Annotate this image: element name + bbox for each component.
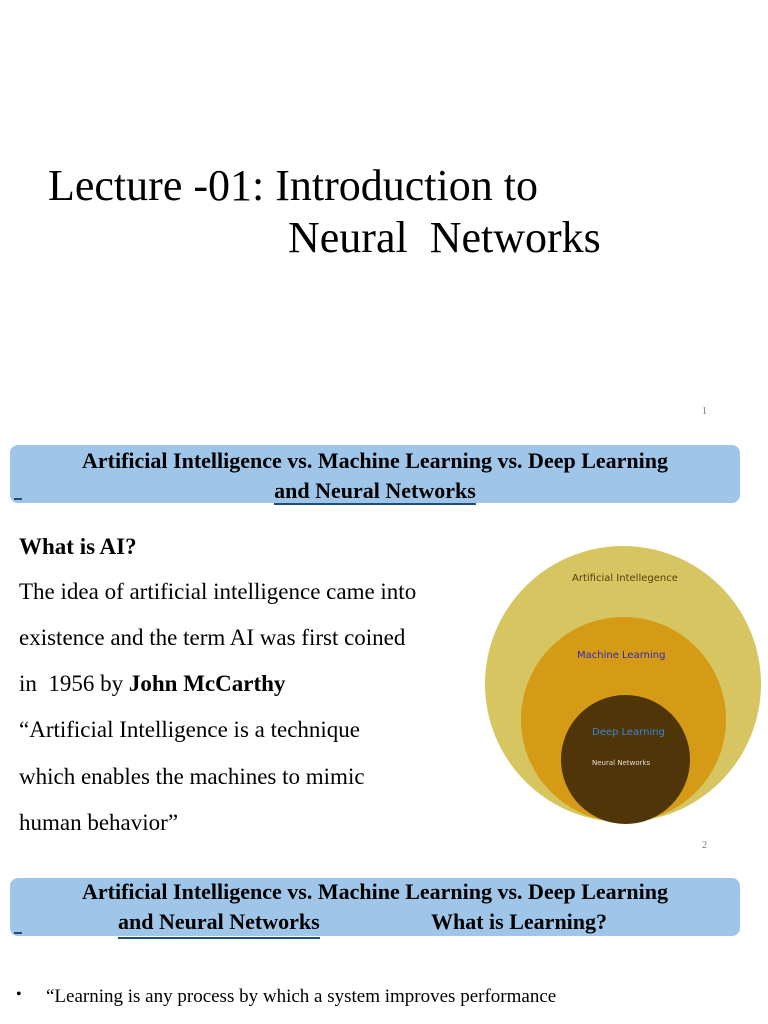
slide2-paragraph-line2: existence and the term AI was first coined <box>19 625 406 650</box>
slide3-banner-line2-b: What is Learning? <box>431 909 608 934</box>
slide2-paragraph-line3-text: in 1956 by <box>19 671 129 696</box>
slide2-paragraph-line1: The idea of artificial intelligence came into <box>19 579 417 604</box>
label-artificial-intelligence: Artificial Intellegence <box>572 573 678 584</box>
slide2-paragraph-line3 <box>19 671 285 697</box>
slide2-quote-line1: “Artificial Intelligence is a technique <box>19 717 361 742</box>
slide2-banner-title <box>10 446 740 506</box>
label-deep-learning: Deep Learning <box>592 727 665 738</box>
slide3-banner-title <box>10 877 740 937</box>
slide2-heading: What is AI? <box>19 534 137 559</box>
slide3-banner-line1: Artificial Intelligence vs. Machine Learning vs. Deep Learning <box>82 879 668 904</box>
slide2-banner-underline-tick <box>14 498 22 500</box>
slide2-banner-line2: and Neural Networks <box>274 478 476 503</box>
slide1-title-line1: Lecture -01: Introduction to <box>48 161 538 210</box>
slide1-page-number: 1 <box>702 406 707 417</box>
slide3-banner-underline-tick <box>14 932 22 934</box>
slide2-banner-line1: Artificial Intelligence vs. Machine Learning vs. Deep Learning <box>82 448 668 473</box>
slide3-banner-line2-a: and Neural Networks <box>118 907 320 939</box>
bullet-marker: • <box>16 986 22 1003</box>
slide2-quote-line2: which enables the machines to mimic <box>19 764 365 789</box>
label-machine-learning: Machine Learning <box>577 650 666 661</box>
slide2-author-name: John McCarthy <box>128 671 286 696</box>
bullet-text: “Learning is any process by which a system improves performance <box>46 986 557 1007</box>
slide2-quote-line3: human behavior” <box>19 810 179 835</box>
label-neural-networks: Neural Networks <box>592 759 651 767</box>
slide2-page-number: 2 <box>702 840 707 851</box>
slide1-title-line2: Neural Networks <box>288 213 601 262</box>
